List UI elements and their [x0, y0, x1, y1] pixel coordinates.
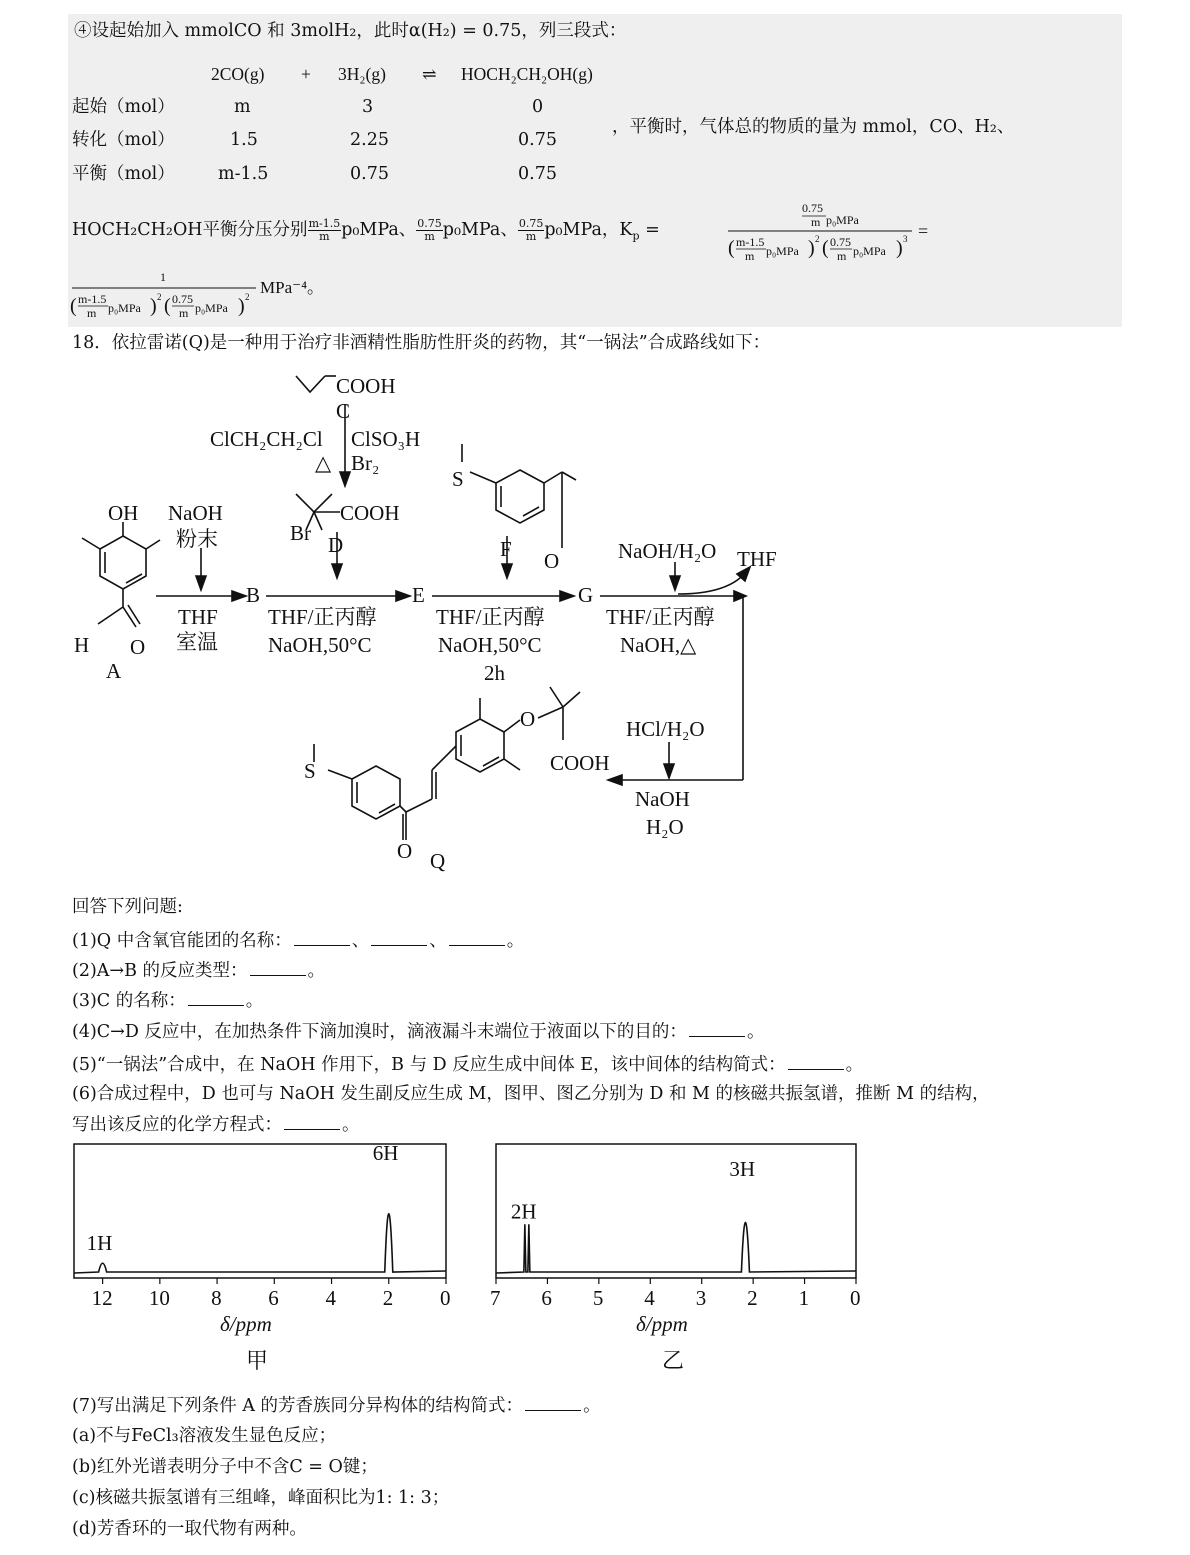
svg-text:): ) — [150, 295, 157, 317]
answer-blank[interactable] — [294, 928, 350, 946]
nmr-tick-label: 0 — [850, 1286, 861, 1310]
svg-text:2: 2 — [157, 292, 162, 302]
q7: (7)写出满足下列条件 A 的芳香族同分异构体的结构简式： 。 — [72, 1393, 601, 1417]
svg-text:m: m — [837, 249, 847, 263]
nmr-tick-label: 8 — [211, 1286, 222, 1310]
svg-text:THF: THF — [737, 547, 777, 571]
svg-text:OH: OH — [108, 501, 139, 525]
answer-blank[interactable] — [371, 928, 427, 946]
nmr-tick-label: 12 — [91, 1286, 113, 1310]
solution-side-note: ，平衡时，气体总的物质的量为 mmol，CO、H₂、 — [612, 117, 1015, 137]
q18-item-5: (5)“一锅法”合成中，在 NaOH 作用下，B 与 D 反应生成中间体 E，该中间体的结构简式： 。 — [72, 1052, 863, 1076]
nmr-spectrum-jia — [60, 1140, 470, 1385]
svg-text:1: 1 — [160, 270, 166, 284]
answer-blank[interactable] — [788, 1052, 844, 1070]
q18-item-6: (6)合成过程中，D 也可与 NaOH 发生副反应生成 M，图甲、图乙分别为 D 和 M 的核磁共振氢谱，推断 M 的结构， — [72, 1084, 990, 1104]
row-change-label: 转化（mol） — [72, 130, 175, 150]
svg-text:0.75: 0.75 — [172, 292, 193, 306]
svg-text:A: A — [106, 659, 122, 683]
row-start-v3: 0 — [532, 97, 544, 117]
frac-co: $\frac{m-1.5}{m}$ — [308, 217, 341, 243]
svg-text:m: m — [179, 306, 189, 320]
svg-text:H₂O: H₂O — [646, 815, 684, 839]
nmr-tick-label: 4 — [325, 1286, 337, 1310]
nmr-axis-label: δ/ppm — [636, 1312, 688, 1336]
eq-reactant-co: 2CO(g) — [211, 64, 265, 84]
svg-text:=: = — [918, 221, 929, 241]
svg-text:F: F — [500, 537, 512, 561]
kp-fraction-1 — [720, 198, 950, 268]
row-start-v2: 3 — [362, 97, 374, 117]
condition-b: (b)红外光谱表明分子中不含C = O键； — [72, 1457, 378, 1477]
q18-stem: 18．依拉雷诺(Q)是一种用于治疗非酒精性脂肪性肝炎的药物，其“一锅法”合成路线如下： — [72, 333, 771, 353]
svg-text:Q: Q — [430, 849, 446, 873]
nmr-peak-label: 2H — [510, 1199, 537, 1224]
svg-text:(: ( — [728, 237, 735, 259]
nmr-tick-label: 2 — [382, 1286, 394, 1310]
svg-text:p₀MPa: p₀MPa — [853, 244, 886, 258]
kp-line: HOCH₂CH₂OH平衡分压分别 $\frac{m-1.5}{m}$ p₀MPa、 $\frac{0.75}{m}$ p₀MPa、 $\frac{0.75}{m}$ p₀MPa，$K_p$ = — [72, 217, 660, 243]
svg-text:): ) — [896, 237, 903, 259]
frac-h2: $\frac{0.75}{m}$ — [417, 217, 442, 243]
svg-text:COOH: COOH — [550, 751, 610, 775]
nmr-tick-label: 7 — [490, 1286, 501, 1310]
svg-text:): ) — [238, 295, 245, 317]
svg-text:(: ( — [164, 295, 171, 317]
eq-reactant-h2: 3H₂(g) — [338, 64, 386, 84]
svg-text:NaOH,50°C: NaOH,50°C — [268, 633, 372, 657]
svg-text:O: O — [544, 549, 560, 573]
nmr-trace — [74, 1214, 446, 1273]
nmr-trace — [496, 1222, 856, 1273]
q18-prompt: 回答下列问题: — [72, 897, 183, 917]
svg-text:THF: THF — [178, 605, 218, 629]
eq-plus: + — [301, 64, 311, 84]
row-change-v3: 0.75 — [518, 130, 557, 150]
nmr-caption: 乙 — [662, 1348, 685, 1373]
frac-glycol: $\frac{0.75}{m}$ — [518, 217, 544, 243]
svg-text:ClSO₃H: ClSO₃H — [351, 427, 421, 451]
nmr-tick-label: 1 — [798, 1286, 810, 1310]
svg-text:O: O — [520, 707, 536, 731]
svg-text:(: ( — [822, 237, 829, 259]
nmr-peak-label: 1H — [86, 1231, 113, 1256]
svg-text:Br₂: Br₂ — [351, 451, 380, 475]
svg-text:m: m — [87, 306, 97, 320]
svg-text:NaOH/H₂O: NaOH/H₂O — [618, 539, 717, 563]
svg-text:NaOH,50°C: NaOH,50°C — [438, 633, 542, 657]
svg-text:G: G — [578, 583, 594, 607]
svg-text:E: E — [412, 583, 425, 607]
svg-text:m-1.5: m-1.5 — [736, 235, 765, 249]
svg-text:3: 3 — [903, 234, 908, 244]
nmr-tick-label: 6 — [541, 1286, 552, 1310]
nmr-axis-label: δ/ppm — [220, 1312, 272, 1336]
nmr-caption: 甲 — [246, 1348, 269, 1373]
row-start-v1: m — [234, 97, 251, 117]
nmr-peak-label: 6H — [372, 1141, 399, 1165]
svg-text:0.75: 0.75 — [802, 201, 823, 215]
nmr-tick-label: 3 — [695, 1286, 707, 1310]
svg-text:2: 2 — [245, 292, 250, 302]
answer-blank[interactable] — [284, 1112, 340, 1130]
q18-item-2: (2)A→B 的反应类型： 。 — [72, 958, 325, 982]
svg-text:): ) — [808, 237, 815, 259]
svg-text:NaOH,△: NaOH,△ — [620, 633, 697, 657]
svg-text:ClCH₂CH₂Cl: ClCH₂CH₂Cl — [210, 427, 323, 451]
svg-text:m: m — [745, 249, 755, 263]
svg-text:△: △ — [315, 451, 332, 475]
answer-blank[interactable] — [689, 1019, 745, 1037]
row-change-v1: 1.5 — [230, 130, 258, 150]
row-eq-v1: m-1.5 — [218, 164, 269, 184]
q18-item-1: (1)Q 中含氧官能团的名称： 、 、 。 — [72, 928, 524, 952]
row-eq-v3: 0.75 — [518, 164, 557, 184]
svg-text:O: O — [397, 839, 413, 863]
q18-item-3: (3)C 的名称： 。 — [72, 988, 263, 1012]
kp-line-text: HOCH₂CH₂OH平衡分压分别 — [72, 220, 308, 240]
eq-product: HOCH₂CH₂OH(g) — [461, 64, 593, 84]
eq-equilibrium-arrow: ⇌ — [422, 64, 437, 84]
svg-text:NaOH: NaOH — [168, 501, 223, 525]
svg-text:THF/正丙醇: THF/正丙醇 — [268, 605, 377, 629]
svg-text:O: O — [130, 635, 146, 659]
condition-d: (d)芳香环的一取代物有两种。 — [72, 1519, 307, 1539]
nmr-tick-label: 10 — [148, 1286, 170, 1310]
svg-text:室温: 室温 — [176, 630, 218, 654]
answer-blank[interactable] — [525, 1393, 581, 1411]
kp-fraction-2 — [66, 264, 396, 324]
svg-text:2: 2 — [815, 234, 820, 244]
solution-line1: ④设起始加入 mmolCO 和 3molH₂，此时α(H₂) = 0.75，列三段式： — [74, 21, 627, 41]
svg-text:S: S — [452, 467, 464, 491]
nmr-spectrum-yi — [480, 1140, 880, 1385]
svg-text:C: C — [336, 399, 351, 423]
row-start-label: 起始（mol） — [72, 97, 175, 117]
answer-blank[interactable] — [188, 988, 244, 1006]
svg-text:HCl/H₂O: HCl/H₂O — [626, 717, 705, 741]
nmr-frame — [496, 1144, 856, 1278]
nmr-tick-label: 2 — [747, 1286, 758, 1310]
svg-text:Br: Br — [290, 521, 311, 545]
nmr-tick-label: 4 — [644, 1286, 655, 1310]
svg-text:p₀MPa: p₀MPa — [826, 213, 859, 227]
row-change-v2: 2.25 — [350, 130, 389, 150]
svg-text:MPa⁻⁴。: MPa⁻⁴。 — [260, 278, 325, 297]
svg-text:COOH: COOH — [340, 501, 400, 525]
svg-text:m-1.5: m-1.5 — [78, 292, 107, 306]
svg-text:COOH: COOH — [336, 374, 396, 398]
condition-c: (c)核磁共振氢谱有三组峰，峰面积比为1: 1: 3； — [72, 1488, 450, 1508]
q18-item-4: (4)C→D 反应中，在加热条件下滴加溴时，滴液漏斗末端位于液面以下的目的： 。 — [72, 1019, 764, 1043]
row-eq-label: 平衡（mol） — [72, 164, 175, 184]
nmr-peak-label: 3H — [729, 1156, 756, 1181]
svg-text:m: m — [811, 215, 821, 229]
synthesis-scheme — [60, 362, 860, 882]
svg-text:p₀MPa: p₀MPa — [195, 301, 228, 315]
svg-text:THF/正丙醇: THF/正丙醇 — [606, 605, 715, 629]
svg-text:2h: 2h — [484, 661, 505, 685]
svg-text:粉末: 粉末 — [176, 527, 218, 551]
condition-a: (a)不与FeCl₃溶液发生显色反应； — [72, 1426, 337, 1446]
answer-blank[interactable] — [250, 958, 306, 976]
svg-text:NaOH: NaOH — [635, 787, 690, 811]
svg-text:p₀MPa: p₀MPa — [108, 301, 141, 315]
svg-text:S: S — [304, 759, 316, 783]
svg-text:THF/正丙醇: THF/正丙醇 — [436, 605, 545, 629]
svg-text:B: B — [246, 583, 261, 607]
svg-text:0.75: 0.75 — [830, 235, 851, 249]
nmr-tick-label: 5 — [592, 1286, 604, 1310]
svg-text:p₀MPa: p₀MPa — [766, 244, 799, 258]
answer-blank[interactable] — [449, 928, 505, 946]
svg-text:D: D — [328, 533, 344, 557]
nmr-tick-label: 0 — [440, 1286, 451, 1310]
q18-item-6b: 写出该反应的化学方程式： 。 — [72, 1112, 360, 1136]
row-eq-v2: 0.75 — [350, 164, 389, 184]
svg-text:(: ( — [70, 295, 77, 317]
nmr-tick-label: 6 — [268, 1286, 279, 1310]
svg-text:H: H — [74, 633, 90, 657]
